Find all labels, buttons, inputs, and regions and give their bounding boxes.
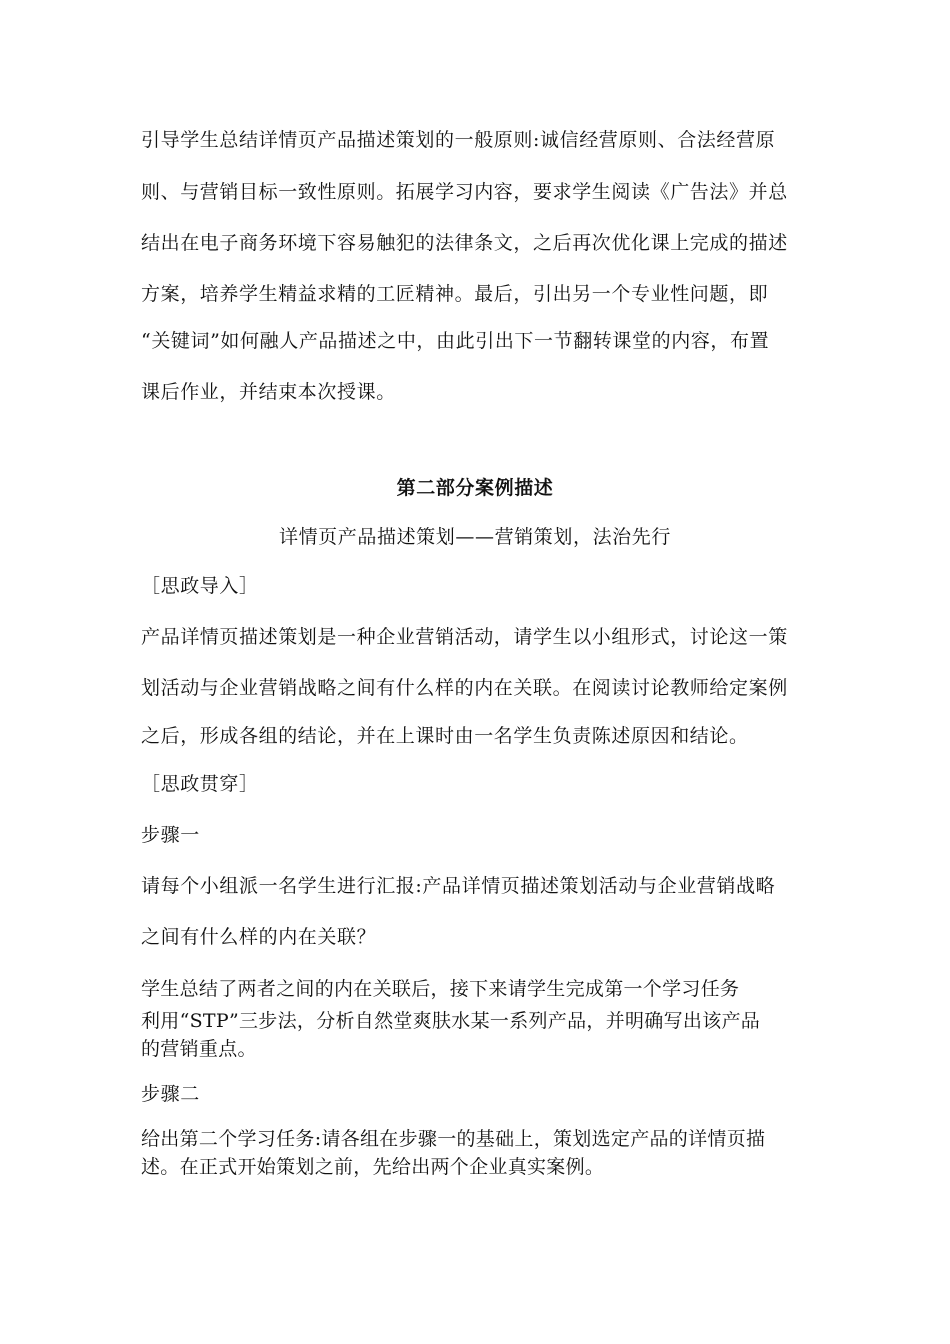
lead-in-line-1: 产品详情页描述策划是一种企业营销活动，请学生以小组形式，讨论这一策: [141, 626, 788, 648]
label-throughout: ［思政贯穿］: [141, 773, 259, 795]
label-lead-in: ［思政导入］: [141, 575, 259, 597]
intro-line-2: 则、与营销目标一致性原则。拓展学习内容，要求学生阅读《广告法》并总: [141, 181, 788, 203]
step1-heading: 步骤一: [141, 824, 200, 846]
step1-task-line-3: 的营销重点。: [141, 1038, 257, 1060]
lead-in-line-2: 划活动与企业营销战略之间有什么样的内在关联。在阅读讨论教师给定案例: [141, 677, 788, 699]
intro-line-1: 引导学生总结详情页产品描述策划的一般原则:诚信经营原则、合法经营原: [141, 129, 776, 151]
intro-line-4: 方案，培养学生精益求精的工匠精神。最后，引出另一个专业性问题，即: [141, 283, 769, 305]
intro-line-5: “关键词”如何融人产品描述之中，由此引出下一节翻转课堂的内容，布置: [141, 330, 770, 352]
step2-heading: 步骤二: [141, 1083, 200, 1105]
step1-line-1: 请每个小组派一名学生进行汇报:产品详情页描述策划活动与企业营销战略: [141, 875, 776, 897]
step1-task-line-2: 利用“STP”三步法，分析自然堂爽肤水某一系列产品，并明确写出该产品: [141, 1010, 761, 1032]
step2-line-1: 给出第二个学习任务:请各组在步骤一的基础上，策划选定产品的详情页描: [141, 1128, 766, 1150]
step1-task-line-1: 学生总结了两者之间的内在关联后，接下来请学生完成第一个学习任务: [141, 978, 740, 1000]
step2-line-2: 述。在正式开始策划之前，先给出两个企业真实案例。: [141, 1156, 605, 1178]
intro-line-6: 课后作业，并结束本次授课。: [141, 381, 396, 403]
section-title: 第二部分案例描述: [396, 477, 554, 499]
section-subtitle: 详情页产品描述策划——营销策划，法治先行: [278, 526, 671, 548]
intro-line-3: 结出在电子商务环境下容易触犯的法律条文，之后再次优化课上完成的描述: [141, 232, 788, 254]
lead-in-line-3: 之后，形成各组的结论，并在上课时由一名学生负责陈述原因和结论。: [141, 725, 749, 747]
step1-line-2: 之间有什么样的内在关联？: [141, 926, 377, 948]
